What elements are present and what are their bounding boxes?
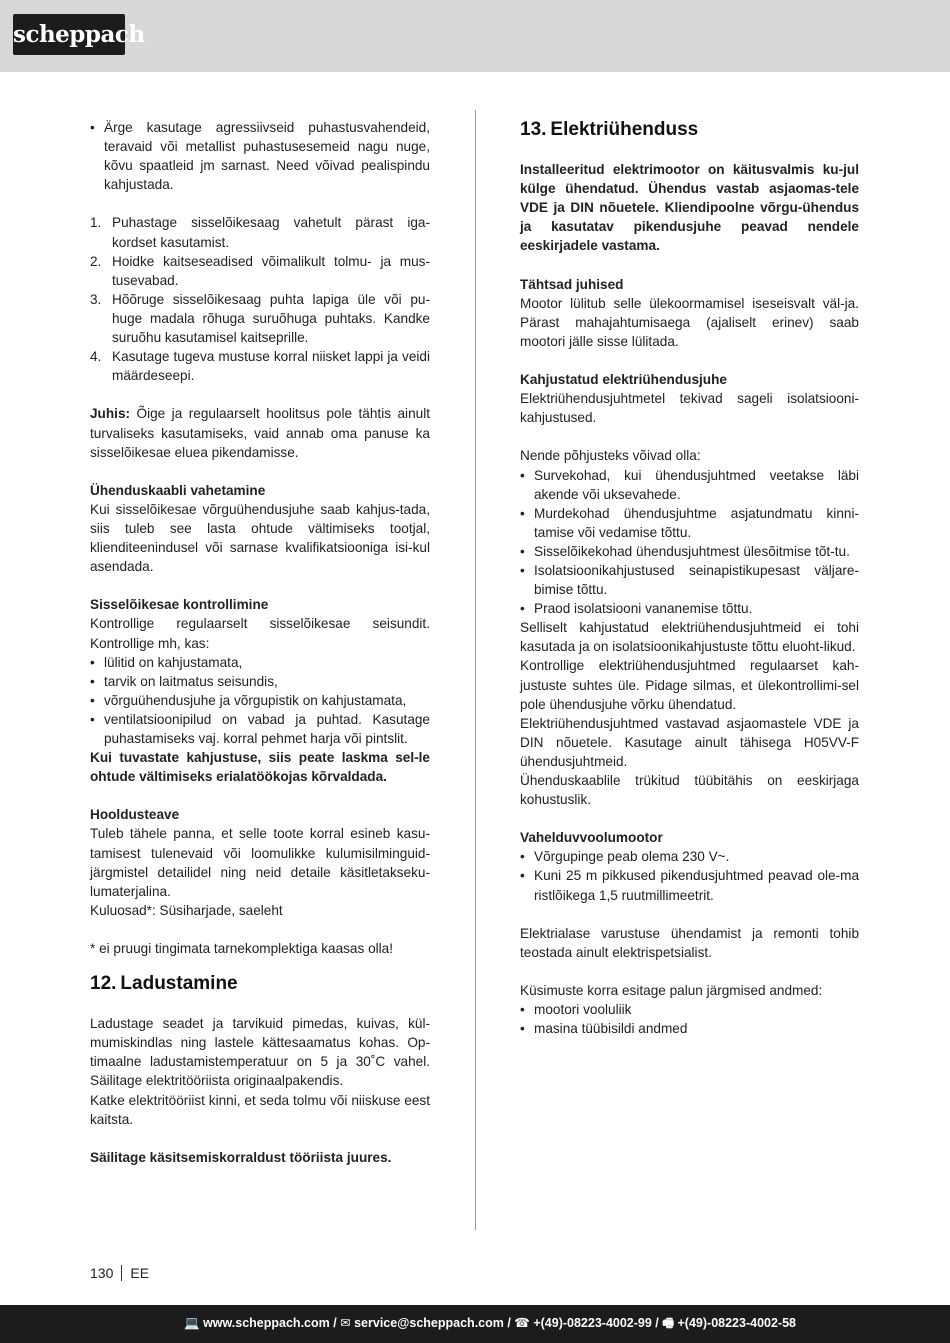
- danger-paragraph: Selliselt kahjustatud elektriühendusjuhtmeid ei tohi kasutada ja on isolatsioonikahjustuste tõttu eluoht-likud.: [520, 620, 859, 655]
- inquiry-item: • mootori vooluliik: [520, 1000, 859, 1019]
- step-number: 4.: [90, 349, 102, 365]
- scheppach-logo: scheppach: [13, 14, 125, 55]
- left-column: [90, 118, 430, 1167]
- step-text: Kasutage tugeva mustuse korral niisket lappi ja veidi määrdeseepi.: [112, 349, 430, 384]
- note-label: Juhis:: [90, 406, 131, 422]
- step-text: Hoidke kaitseseadised võimalikult tolmu- ja mus-tusevabad.: [112, 253, 430, 288]
- cable-text: Kui sisselõikesae võrguühendusjuhe saab kahjus-tada, siis tuleb see lasta ohtude vältimiseks tootjal, klienditeenindusel või sarnase kvalifikatsiooniga isi-kul asendada.: [90, 501, 430, 575]
- storage-text-2: Katke elektritööriist kinni, et seda tolmu või niiskuse eest kaitsta.: [90, 1092, 430, 1127]
- damaged-cable-text: Elektriühendusjuhtmetel tekivad sageli isolatsiooni-kahjustused.: [520, 391, 859, 426]
- storage-text: Ladustage seadet ja tarvikuid pimedas, kuivas, kül-mumiskindlas ning lastele kättesaamatus kohas. Op-timaalne ladustamistemperatuur on 5 ja 30˚C vahel. Säilitage elektritööriista originaalpakendis.: [90, 1016, 430, 1089]
- service-text: Tuleb tähele panna, et selle toote korral esineb kasu-tamisest tulenevaid või loomulikke kulumisilminguid-järgmistel detailidel ning neid detaile käsitletakseku-lumaterjalina.: [90, 826, 430, 899]
- note-text: Õige ja regulaarselt hoolitsus pole tähtis ainult turvaliseks kasutamiseks, vaid annab oma panuse ka sisselõikesae eluea pikendamisse.: [90, 406, 430, 460]
- storage-section-title: [90, 972, 430, 996]
- causes-intro: Nende põhjusteks võivad olla:: [520, 448, 701, 464]
- cleaning-step: [90, 213, 430, 251]
- inquiry-item: • masina tüübisildi andmed: [520, 1019, 859, 1038]
- electrical-section-title: [520, 118, 859, 142]
- storage-bold-note: Säilitage käsitsemiskorraldust tööriista juures.: [90, 1149, 392, 1165]
- cleaning-warning-list: [90, 118, 430, 194]
- ac-motor-item: • Kuni 25 m pikkused pikendusjuhtmed peavad ole-ma ristlõikega 1,5 ruutmillimeetrit.: [520, 866, 859, 904]
- cause-item: • Isolatsioonikahjustused seinapistikupesast väljare-bimise tõttu.: [520, 561, 859, 599]
- section-number: 12.: [90, 973, 117, 995]
- page-footer: [90, 1265, 149, 1281]
- cleaning-step: [90, 347, 430, 385]
- contact-band: [0, 1305, 950, 1343]
- right-column: [520, 118, 859, 1038]
- control-heading: Sisselõikesae kontrollimine: [90, 597, 269, 613]
- cleaning-step: [90, 252, 430, 290]
- section-title-text: Ladustamine: [120, 973, 238, 995]
- step-text: Puhastage sisselõikesaag vahetult pärast iga-kordset kasutamist.: [112, 215, 430, 250]
- step-text: Hõõruge sisselõikesaag puhta lapiga üle või pu-huge madala rõhuga suruõhuga puhtaks. Kandke suruõhu kasutamisel kaitseprille.: [112, 291, 430, 346]
- control-item: • tarvik on laitmatus seisundis,: [90, 672, 430, 691]
- cleaning-step: [90, 290, 430, 347]
- electrical-intro: Installeeritud elektrimootor on käitusvalmis ku-jul külge ühendatud. Ühendus vastab asjaomas-tele VDE ja DIN nõuetele. Kliendipoolne võrgu-ühendus ja kasutatav pikendusjuhe peavad nendele eeskirjadele vastama.: [520, 162, 859, 254]
- section-title-text: Elektriühenduss: [550, 119, 699, 140]
- contact-line: 💻 www.scheppach.com / ✉ service@scheppach.com / ☎ +(49)-08223-4002-99 / 🖷 +(49)-08223-4002-58: [184, 1315, 796, 1330]
- header-band: [0, 0, 950, 72]
- cause-item: • Survekohad, kui ühendusjuhtmed veetakse läbi akende või uksevahede.: [520, 466, 859, 504]
- cause-item: • Sisselõikekohad ühendusjuhtmest ülesõitmise tõt-tu.: [520, 542, 859, 561]
- cable-heading: Ühenduskaabli vahetamine: [90, 482, 266, 498]
- type-label-paragraph: Ühenduskaablile trükitud tüübitähis on eeskirjaga kohustuslik.: [520, 773, 859, 808]
- control-item: • lülitid on kahjustamata,: [90, 653, 430, 672]
- cleaning-steps-list: [90, 213, 430, 385]
- standards-paragraph: Elektriühendusjuhtmed vastavad asjaomastele VDE ja DIN nõuetele. Kasutage ainult tähisega H05VV-F ühendusjuhtmeid.: [520, 715, 859, 769]
- control-warning: Kui tuvastate kahjustuse, siis peate laskma sel-le ohtude vältimiseks erialatöökojas kõrvaldada.: [90, 750, 430, 785]
- step-number: 3.: [90, 291, 102, 307]
- important-heading: Tähtsad juhised: [520, 276, 624, 292]
- damaged-cable-heading: Kahjustatud elektriühendusjuhe: [520, 372, 727, 388]
- service-heading: Hooldusteave: [90, 807, 180, 823]
- specialist-text: Elektrialase varustuse ühendamist ja remonti tohib teostada ainult elektrispetsialist.: [520, 925, 859, 960]
- maintenance-note: [90, 404, 430, 461]
- section-number: 13.: [520, 119, 547, 140]
- inquiry-intro: Küsimuste korra esitage palun järgmised andmed:: [520, 983, 823, 999]
- wear-parts: Kuluosad*: Süsiharjade, saeleht: [90, 902, 283, 918]
- ac-motor-list: [520, 847, 859, 904]
- ac-motor-item: • Võrgupinge peab olema 230 V~.: [520, 847, 859, 866]
- cause-item: • Praod isolatsiooni vananemise tõttu.: [520, 599, 859, 618]
- control-checklist: [90, 653, 430, 748]
- important-text: Mootor lülitub selle ülekoormamisel iseseisvalt väl-ja. Pärast mahajahtumisaega (ajaliselt erinev) saab mootori jälle sisse lülitada.: [520, 295, 859, 349]
- inquiry-list: [520, 1000, 859, 1038]
- language-code: EE: [130, 1265, 150, 1281]
- ac-motor-heading: Vahelduvvoolumootor: [520, 830, 663, 846]
- control-item: • võrguühendusjuhe ja võrgupistik on kahjustamata,: [90, 691, 430, 710]
- cleaning-warning-item: • Ärge kasutage agressiivseid puhastusvahendeid, teravaid või metallist puhastusesemeid nagu nuge, kõvu spaatleid jm sarnast. Need võivad pealispindu kahjustada.: [90, 118, 430, 194]
- inspection-paragraph: Kontrollige elektriühendusjuhtmed regulaarset kah-justuste suhtes üle. Pidage silmas, et ülekontrollimi-sel pole ühendusjuhe võrku ühendatud.: [520, 658, 859, 712]
- causes-list: [520, 466, 859, 619]
- footer-separator: [121, 1265, 122, 1281]
- page-number: 130: [90, 1265, 114, 1281]
- cause-item: • Murdekohad ühendusjuhtme asjatundmatu kinni-tamise või vedamise tõttu.: [520, 504, 859, 542]
- column-divider: [475, 110, 476, 1230]
- step-number: 1.: [90, 215, 102, 231]
- step-number: 2.: [90, 253, 102, 269]
- asterisk-note: * ei pruugi tingimata tarnekomplektiga kaasas olla!: [90, 941, 394, 957]
- control-text: Kontrollige regulaarselt sisselõikesae seisundit. Kontrollige mh, kas:: [90, 616, 430, 651]
- control-item: • ventilatsioonipilud on vabad ja puhtad. Kasutage puhastamiseks vaj. korral pehmet harja või pintslit.: [90, 710, 430, 748]
